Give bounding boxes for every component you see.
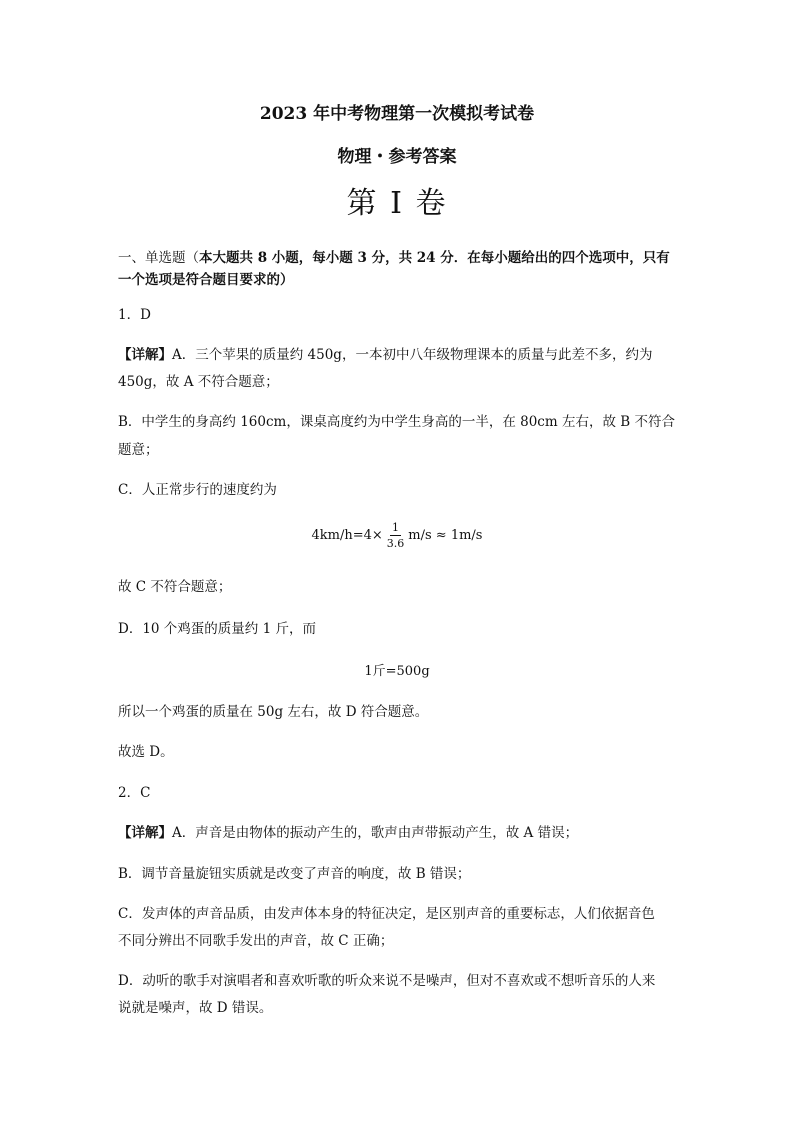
q1-option-c-line2: 故 C 不符合题意； xyxy=(118,579,232,595)
q1-option-b-line2: 题意； xyxy=(118,442,159,458)
q2-detail-tag: 【详解】 xyxy=(118,825,172,841)
q1-detail-tag: 【详解】 xyxy=(118,347,172,363)
q2-option-d-line1: D．动听的歌手对演唱者和喜欢听歌的听众来说不是噪声，但对不喜欢或不想听音乐的人来 xyxy=(118,973,656,989)
q1-answer: 1．D xyxy=(118,307,151,323)
q1-option-c-line1: C．人正常步行的速度约为 xyxy=(118,482,277,498)
exam-title: 2023 年中考物理第一次模拟考试卷 xyxy=(259,104,535,124)
q1-conclusion: 故选 D。 xyxy=(118,744,174,760)
speed-formula xyxy=(0,520,794,551)
volume-heading: 第 I 卷 xyxy=(346,186,448,221)
q1-option-d-line1: D．10 个鸡蛋的质量约 1 斤，而 xyxy=(118,621,316,637)
q2-option-d-line2: 说就是噪声，故 D 错误。 xyxy=(118,1000,273,1016)
section-heading-line1 xyxy=(118,248,688,268)
q2-option-a-text: A．声音是由物体的振动产生的，歌声由声带振动产生，故 A 错误； xyxy=(172,825,579,841)
q2-option-a-line1 xyxy=(118,823,688,843)
q2-option-c-line2: 不同分辨出不同歌手发出的声音，故 C 正确； xyxy=(118,933,394,949)
q1-option-b-line1: B．中学生的身高约 160cm，课桌高度约为中学生身高的一半，在 80cm 左右，故 B 不符合 xyxy=(118,414,675,430)
q1-option-d-line2: 所以一个鸡蛋的质量在 50g 左右，故 D 符合题意。 xyxy=(118,704,429,720)
formula-left: 4km/h=4× xyxy=(311,528,383,543)
exam-subtitle: 物理・参考答案 xyxy=(337,147,457,167)
catty-formula: 1斤=500g xyxy=(364,664,430,679)
fraction-denominator: 3.6 xyxy=(386,537,405,550)
section-heading-line2: 一个选项是符合题目要求的） xyxy=(118,272,294,288)
formula-fraction xyxy=(385,520,407,551)
q1-option-a-line2: 450g，故 A 不符合题意； xyxy=(118,374,279,390)
q1-option-a-text: A．三个苹果的质量约 450g，一本初中八年级物理课本的质量与此差不多，约为 xyxy=(172,347,653,363)
q2-option-c-line1: C．发声体的声音品质，由发声体本身的特征决定，是区别声音的重要标志，人们依据音色 xyxy=(118,906,655,922)
fraction-numerator: 1 xyxy=(392,521,400,534)
section-instructions: 本大题共 8 小题，每小题 3 分，共 24 分．在每小题给出的四个选项中，只有 xyxy=(199,250,670,266)
section-type: 一、单选题（ xyxy=(118,250,199,266)
q1-option-a-line1 xyxy=(118,345,688,365)
formula-right: m/s ≈ 1m/s xyxy=(408,528,483,543)
q2-option-b-line1: B．调节音量旋钮实质就是改变了声音的响度，故 B 错误； xyxy=(118,866,471,882)
q2-answer: 2．C xyxy=(118,785,151,801)
